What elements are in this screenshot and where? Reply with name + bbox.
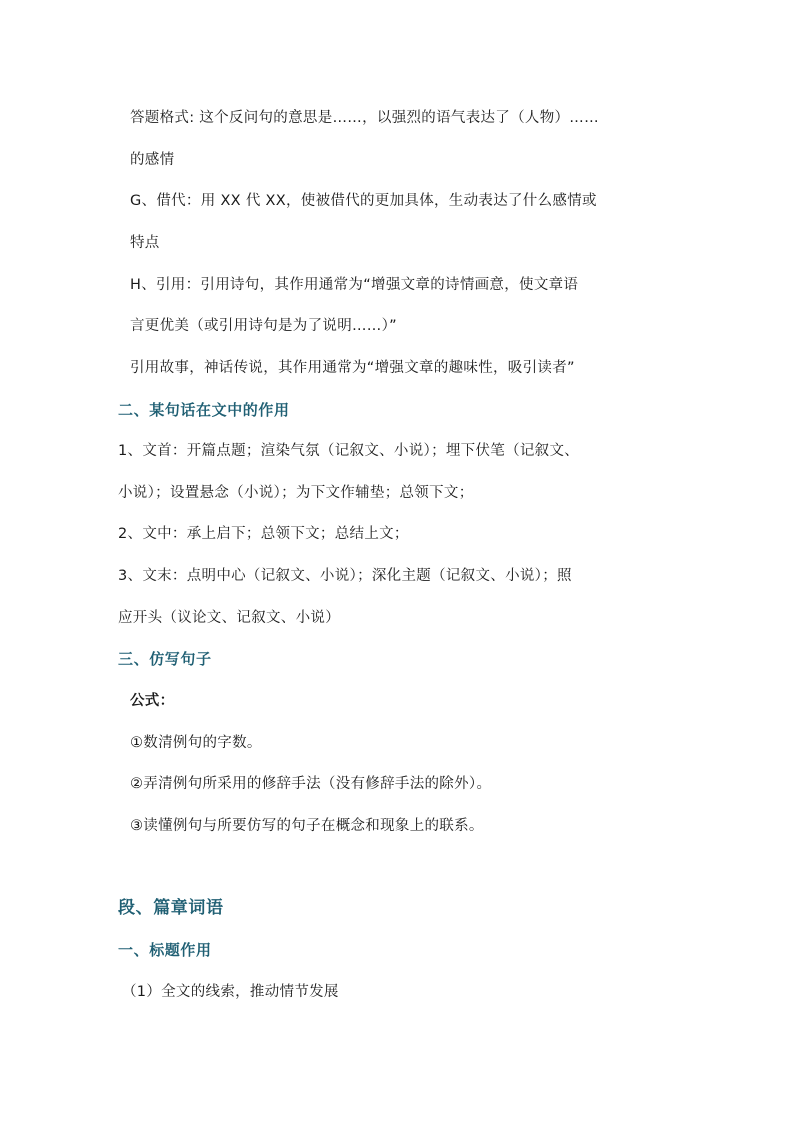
- section-heading-paragraph-vocabulary: 段、篇章词语: [118, 898, 224, 918]
- quotation-line-cont: 言更优美（或引用诗句是为了说明……）”: [130, 318, 397, 334]
- heading-title-function: 一、标题作用: [118, 941, 212, 959]
- heading-sentence-function: 二、某句话在文中的作用: [118, 401, 290, 419]
- title-function-item-1: （1）全文的线索，推动情节发展: [122, 984, 339, 1000]
- story-quotation-line: 引用故事，神话传说，其作用通常为“增强文章的趣味性，吸引读者”: [130, 360, 575, 376]
- beginning-function-line-cont: 小说）；设置悬念（小说）；为下文作辅垫；总领下文；: [118, 485, 474, 501]
- answer-format-line-cont: 的感情: [130, 152, 175, 168]
- ending-function-line: 3、文末：点明中心（记叙文、小说）；深化主题（记叙文、小说）；照: [118, 568, 572, 584]
- heading-imitation-writing: 三、仿写句子: [118, 650, 212, 668]
- metonymy-line: G、借代：用 XX 代 XX，使被借代的更加具体，生动表达了什么感情或: [130, 193, 597, 209]
- middle-function-line: 2、文中：承上启下；总领下文；总结上文；: [118, 526, 409, 542]
- formula-label: 公式：: [130, 693, 175, 709]
- ending-function-line-cont: 应开头（议论文、记叙文、小说）: [118, 610, 340, 626]
- metonymy-line-cont: 特点: [130, 235, 160, 251]
- formula-step-1: ①数清例句的字数。: [130, 735, 262, 751]
- beginning-function-line: 1、文首：开篇点题；渲染气氛（记叙文、小说）；埋下伏笔（记叙文、: [118, 443, 580, 459]
- answer-format-line: 答题格式: 这个反问句的意思是……，以强烈的语气表达了（人物）……: [130, 110, 599, 126]
- quotation-line: H、引用：引用诗句，其作用通常为“增强文章的诗情画意，使文章语: [130, 277, 579, 293]
- formula-step-2: ②弄清例句所采用的修辞手法（没有修辞手法的除外）。: [130, 776, 492, 792]
- formula-step-3: ③读懂例句与所要仿写的句子在概念和现象上的联系。: [130, 818, 484, 834]
